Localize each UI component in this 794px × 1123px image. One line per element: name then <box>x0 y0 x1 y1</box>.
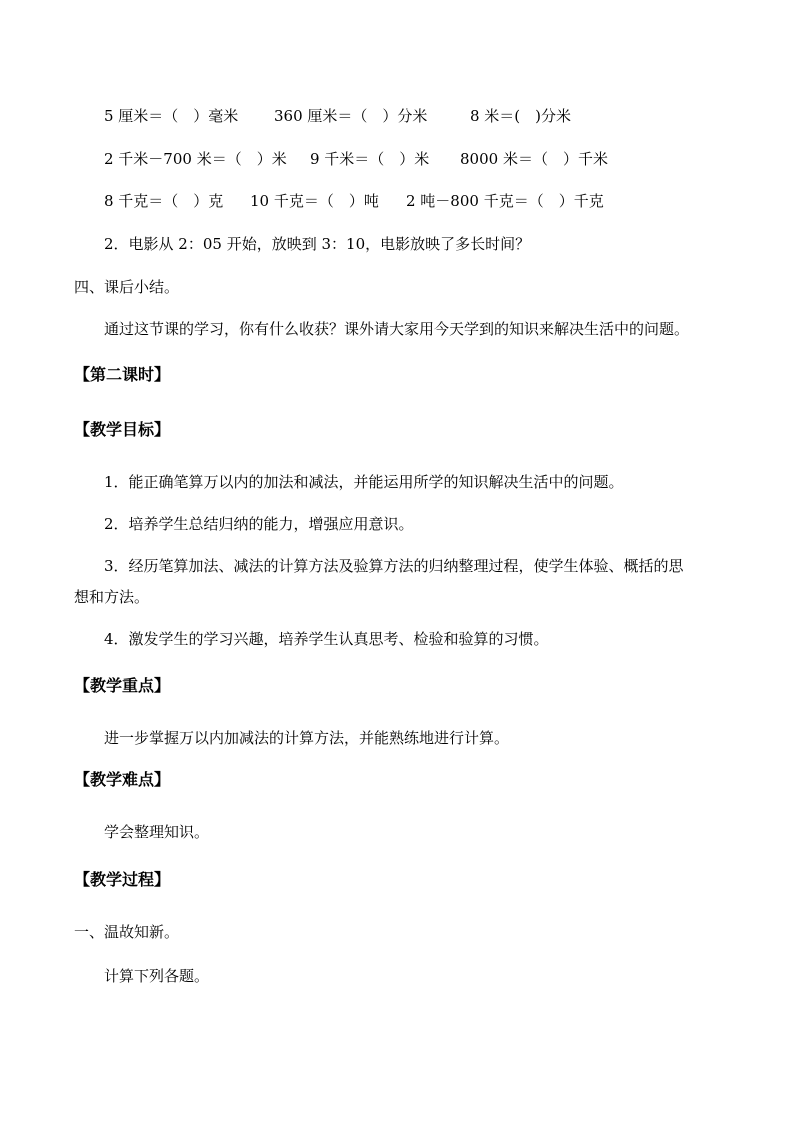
difficulty-body: 学会整理知识。 <box>104 823 210 841</box>
exercise-item: 8000 米＝（ ）千米 <box>460 150 608 168</box>
goal-item: 1．能正确笔算万以内的加法和减法，并能运用所学的知识解决生活中的问题。 <box>104 473 624 491</box>
exercise-item: 8 米＝( )分米 <box>470 107 572 125</box>
key-points-title: 【教学重点】 <box>74 676 171 695</box>
exercise-item: 8 千克＝（ ）克 <box>104 192 224 210</box>
goals-title: 【教学目标】 <box>74 420 171 439</box>
exercise-item: 9 千米＝（ ）米 <box>310 150 430 168</box>
goal-item: 3．经历笔算加法、减法的计算方法及验算方法的归纳整理过程，使学生体验、概括的思 <box>104 557 684 575</box>
step-1-title: 一、温故知新。 <box>74 923 180 941</box>
goal-item-continuation: 想和方法。 <box>74 588 150 606</box>
goal-item: 4．激发学生的学习兴趣，培养学生认真思考、检验和验算的习惯。 <box>104 630 549 648</box>
key-points-body: 进一步掌握万以内加减法的计算方法，并能熟练地进行计算。 <box>104 729 510 747</box>
exercise-item: 360 厘米＝（ ）分米 <box>274 107 428 125</box>
question-2: 2．电影从 2：05 开始，放映到 3：10，电影放映了多长时间？ <box>104 235 531 253</box>
step-1-body: 计算下列各题。 <box>104 967 210 985</box>
section-4-title: 四、课后小结。 <box>74 278 180 296</box>
exercise-item: 5 厘米＝（ ）毫米 <box>104 107 239 125</box>
section-4-body: 通过这节课的学习，你有什么收获？课外请大家用今天学到的知识来解决生活中的问题。 <box>104 320 690 338</box>
exercise-item: 2 吨－800 千克＝（ ）千克 <box>406 192 604 210</box>
exercise-item: 2 千米－700 米＝（ ）米 <box>104 150 287 168</box>
process-title: 【教学过程】 <box>74 870 171 889</box>
difficulty-title: 【教学难点】 <box>74 770 171 789</box>
exercise-item: 10 千克＝（ ）吨 <box>250 192 379 210</box>
lesson-2-title: 【第二课时】 <box>74 365 171 384</box>
goal-item: 2．培养学生总结归纳的能力，增强应用意识。 <box>104 515 414 533</box>
